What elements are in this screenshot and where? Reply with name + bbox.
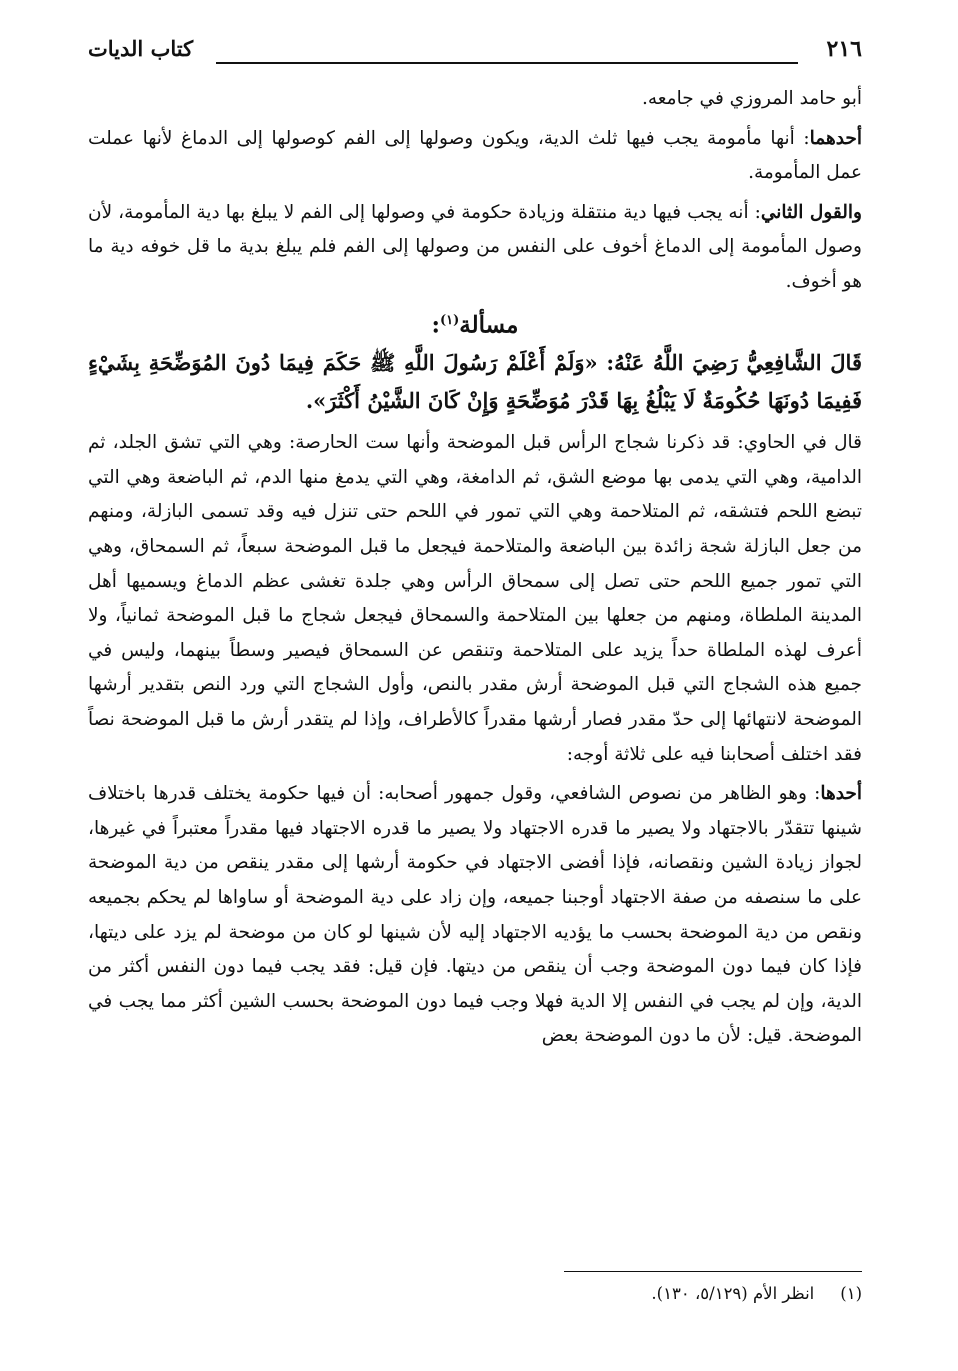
paragraph-text: : أنه يجب فيها دية منتقلة وزيادة حكومة في وصولها إلى الفم لا يبلغ بها دية المأمومة، لأن وصول المأمومة إلى الدماغ أخوف على النفس من وصولها إلى الفم فلم يبلغ بدية ما قل خوفه دية ما هو أخوف.: [88, 201, 862, 292]
paragraph: [88, 82, 862, 117]
heading-suffix: :: [431, 311, 440, 339]
paragraph: [88, 122, 862, 191]
paragraph-text: أبو حامد المروزي في جامعه.: [641, 88, 862, 109]
page-header: [88, 36, 862, 72]
paragraph: [88, 196, 862, 300]
footnote: [88, 1282, 862, 1306]
paragraph-lead: أحدهما: [809, 127, 862, 149]
footnote-number: (١): [840, 1284, 862, 1303]
page-body: [88, 82, 862, 1054]
paragraph-lead: والقول الثاني: [760, 201, 862, 223]
footnote-rule: [564, 1271, 862, 1272]
paragraph: [88, 777, 862, 1054]
page-number: ٢١٦: [826, 36, 862, 62]
footnote-text: انظر الأم (٥/١٢٩، ١٣٠).: [651, 1284, 815, 1303]
paragraph-text: : وهو الظاهر من نصوص الشافعي، وقول جمهور أصحابه: أن فيها حكومة يختلف قدرها باختلاف شينها تتقدّر بالاجتهاد ولا يصير ما قدره الاجتهاد ولا يصير ما قدره الاجتهاد فيها مقدراً معتبراً في غيرها، لجواز زيادة الشين ونقصانه، فإذا أفضى الاجتهاد في حكومة أرشها إلى مقدر ينقص من دية الموضحة على ما سنصفه من صفة الاجتهاد أوجبنا جميعه، وإن زاد على دية الموضحة أو ساواها لم يحكم بجميعه ونقص من دية الموضحة بحسب ما يؤديه الاجتهاد إليه لأن شينها لو كان من موضحة لم يزد على ديتها، فإذا كان فيما دون الموضحة وجب أن ينقص من ديتها. فإن قيل: فقد يجب فيما دون النفس أكثر من الدية، وإن لم يجب في النفس إلا الدية فهلا وجب فيما دون الموضحة بحسب الشين أكثر مما يجب في الموضحة. قيل: لأن ما دون الموضحة بعض: [88, 783, 862, 1047]
footnote-ref: (١): [440, 312, 460, 328]
book-title: كتاب الديات: [88, 36, 194, 61]
paragraph-text: قال في الحاوي: قد ذكرنا شجاج الرأس قبل الموضحة وأنها ست الحارصة: وهي التي تشق الجلد، ثم الدامية، وهي التي يدمى بها موضع الشق، ثم الدامغة، وهي التي يدمغ منها الدم، ثم الباضعة وهي التي تبضع اللحم فتشقه، ثم المتلاحمة وهي التي تمور في اللحم حتى تنزل فيه وقد تسمى البازلة، ومنهم من جعل البازلة شجة زائدة بين الباضعة والمتلاحمة فيجعل ما قبل الموضحة سبعاً، ثم السمحاق، وهي التي تمور جميع اللحم حتى تصل إلى سمحاق الرأس وهي جلدة تغشى عظم الدماغ ويسميها أهل المدينة الملطاة، ومنهم من جعلها بين المتلاحمة والسمحاق فيجعل شجاج ما قبل الموضحة ثمانياً، ولا أعرف لهذه الملطاة حداً يزيد على المتلاحمة وتنقص عن السمحاق فيصير وسطاً بينهما، وليس في جميع هذه الشجاج التي قبل الموضحة أرش مقدر بالنص، وأول الشجاج التي ورد النص بتقدير أرشها الموضحة لانتهائها إلى حدّ مقدر فصار أرشها مقدراً كالأطراف، وإذا لم يتقدر أرش ما قبل الموضحة نصاً فقد اختلف أصحابنا فيه على ثلاثة أوجه:: [88, 432, 862, 765]
paragraph-text: : أنها مأمومة يجب فيها ثلث الدية، ويكون وصولها إلى الفم كوصولها إلى الدماغ لأنها عملت عمل المأمومة.: [88, 127, 862, 184]
paragraph-lead: أحدها: [820, 783, 862, 805]
quoted-text: قَالَ الشَّافِعِيُّ رَضِيَ اللَّهُ عَنْهُ: «وَلَمْ أَعْلَمْ رَسُولَ اللَّهِ ﷺ حَكَمَ فِيمَا دُونَ المُوَضِّحَةِ بِشَيْءٍ فَفِيمَا دُونَهَا حُكُومَةٌ لَا يَبْلُغُ بِهَا قَدْرَ مُوَضِّحَةٍ وَإِنْ كَانَ الشَّيْنُ أَكْثَرَ».: [88, 350, 862, 414]
heading-title: مسألة: [459, 311, 519, 339]
section-heading: [88, 302, 862, 345]
paragraph: [88, 426, 862, 772]
header-rule: [216, 62, 798, 64]
